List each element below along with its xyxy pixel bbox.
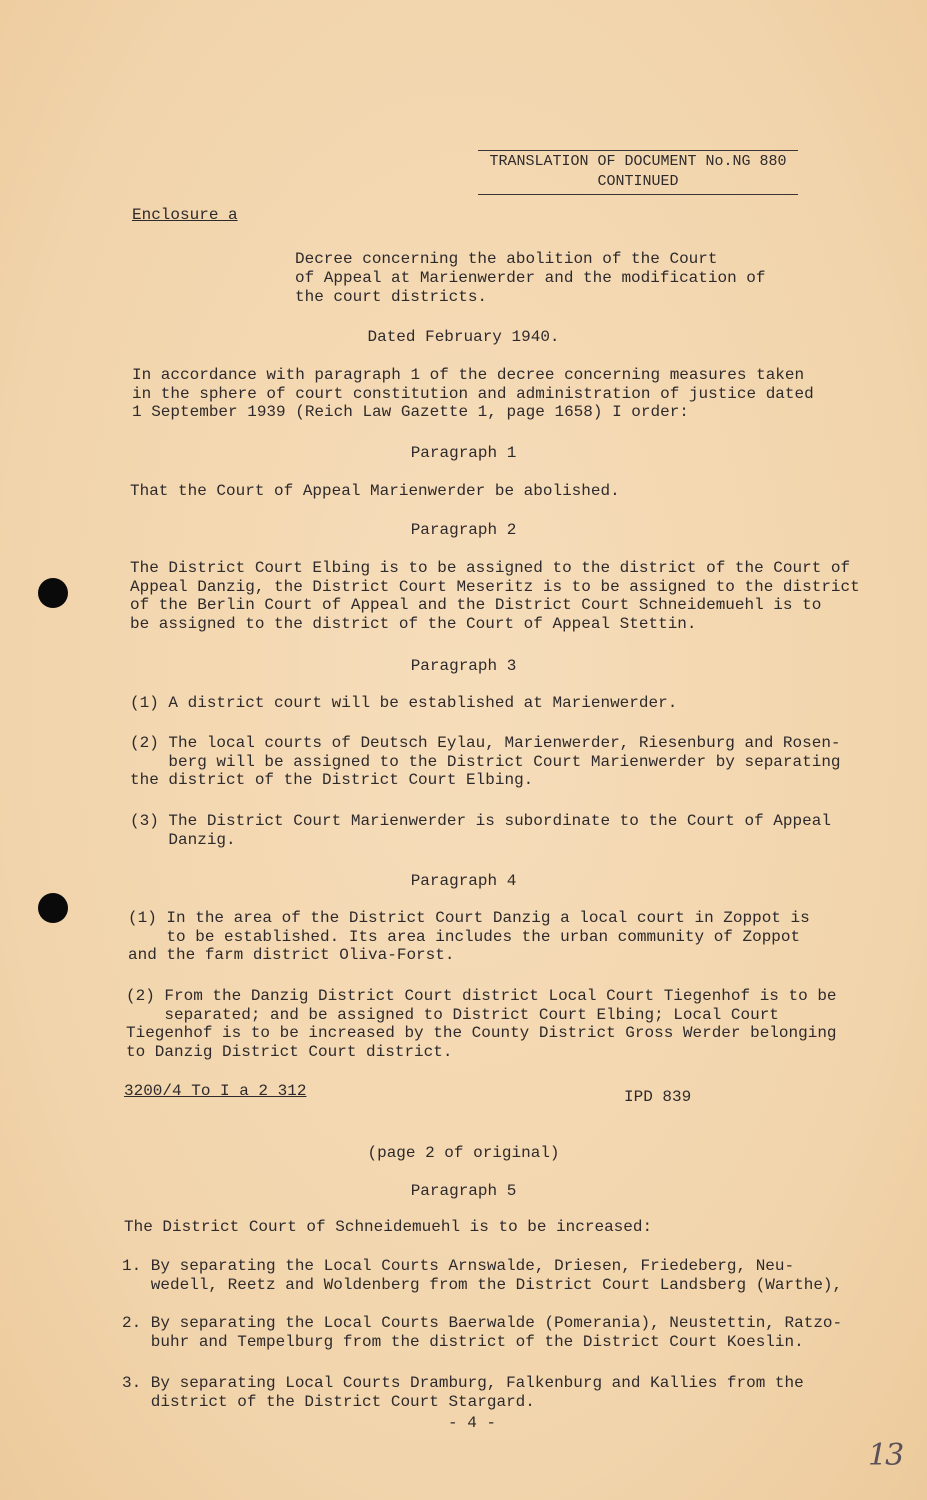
ipd-number: IPD 839 — [624, 1088, 692, 1106]
paragraph-1-heading: Paragraph 1 — [410, 444, 517, 462]
paragraph-5-heading: Paragraph 5 — [410, 1182, 517, 1200]
paragraph-4-item: (1) In the area of the District Court Danzig a local court in Zoppot is to be established. Its area includes the urban community of Zoppot and the farm district Oliva-Forst. — [128, 909, 810, 964]
paragraph-4-item: (2) From the Danzig District Court district Local Court Tiegenhof is to be separated; and be assigned to District Court Elbing; Local Court Tiegenhof is to be increased by the County District Gross Werder belonging to Danzig District Court district. — [126, 987, 837, 1061]
decree-title: Decree concerning the abolition of the Court of Appeal at Marienwerder and the modification of the court districts. — [295, 250, 766, 306]
file-reference: 3200/4 To I a 2 312 — [124, 1082, 307, 1100]
handwritten-page-number: 13 — [868, 1438, 903, 1473]
original-page-note: (page 2 of original) — [367, 1144, 560, 1162]
paragraph-3-item: (3) The District Court Marienwerder is subordinate to the Court of Appeal Danzig. — [130, 812, 831, 849]
enclosure-label: Enclosure a — [132, 206, 238, 224]
paragraph-3-heading: Paragraph 3 — [410, 657, 517, 675]
header-title: TRANSLATION OF DOCUMENT No.NG 880 — [489, 153, 787, 170]
paragraph-1-text: That the Court of Appeal Marienwerder be abolished. — [130, 482, 620, 500]
page-number: - 4 - — [448, 1414, 497, 1432]
document-header — [478, 150, 798, 195]
paragraph-5-item: 1. By separating the Local Courts Arnswalde, Driesen, Friedeberg, Neu- wedell, Reetz and Woldenberg from the District Court Landsberg (Warthe), — [122, 1257, 843, 1294]
punch-hole — [38, 578, 68, 608]
paragraph-3-item: (2) The local courts of Deutsch Eylau, Marienwerder, Riesenburg and Rosen- berg will be assigned to the District Court Marienwerder by separating the district of the District Court Elbing. — [130, 734, 841, 789]
paragraph-2-text: The District Court Elbing is to be assigned to the district of the Court of Appeal Danzig, the District Court Meseritz is to be assigned to the district of the Berlin Court of Appeal and the District Court Schneidemuehl is to be assigned to the district of the Court of Appeal Stettin. — [130, 559, 860, 633]
paragraph-4-heading: Paragraph 4 — [410, 872, 517, 890]
paragraph-5-item: 3. By separating Local Courts Dramburg, Falkenburg and Kallies from the district of the District Court Stargard. — [122, 1374, 804, 1411]
paragraph-5-item: 2. By separating the Local Courts Baerwalde (Pomerania), Neustettin, Ratzo- buhr and Tempelburg from the district of the District Court Koeslin. — [122, 1314, 843, 1351]
paragraph-5-intro: The District Court of Schneidemuehl is to be increased: — [124, 1218, 653, 1236]
punch-hole — [38, 893, 68, 923]
header-continued: CONTINUED — [597, 173, 679, 190]
paragraph-2-heading: Paragraph 2 — [410, 521, 517, 539]
preamble: In accordance with paragraph 1 of the decree concerning measures taken in the sphere of court constitution and administration of justice dated 1 September 1939 (Reich Law Gazette 1, page 1658) I order: — [132, 366, 814, 421]
decree-date: Dated February 1940. — [367, 328, 560, 346]
paragraph-3-item: (1) A district court will be established at Marienwerder. — [130, 694, 678, 712]
